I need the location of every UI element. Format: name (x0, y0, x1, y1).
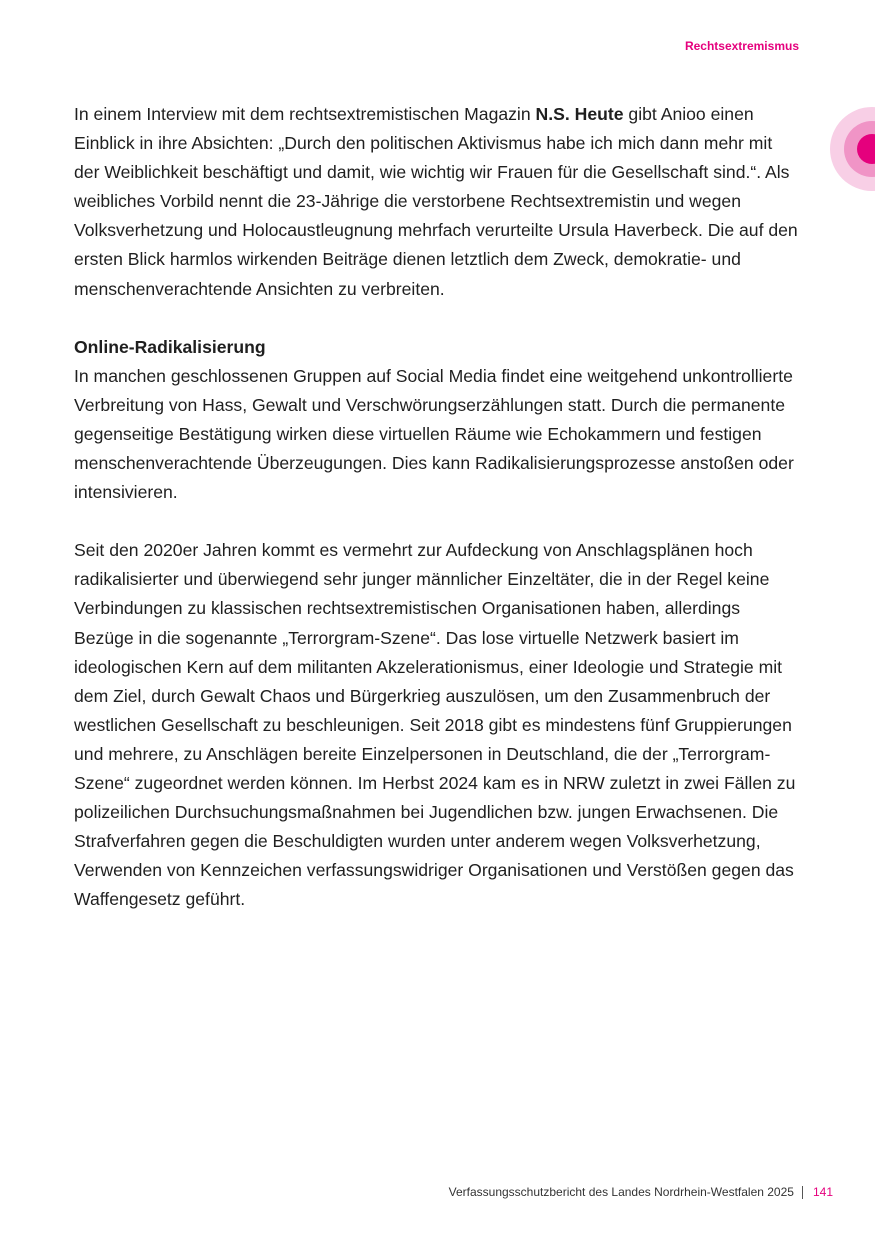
magazine-name: N.S. Heute (535, 104, 624, 124)
paragraph-intro-text: In einem Interview mit dem rechtsextremistischen Magazin (74, 104, 536, 124)
paragraph-intro (74, 100, 799, 304)
concentric-circles-icon (830, 107, 875, 191)
report-title: Verfassungsschutzbericht des Landes Nordrhein-Westfalen 2025 (448, 1185, 794, 1199)
paragraph-terrorgram: Seit den 2020er Jahren kommt es vermehrt zur Aufdeckung von Anschlagsplänen hoch radikalisierter und überwiegend sehr junger männlicher Einzeltäter, die in der Regel keine Verbindungen zu klassischen rechtsextremistischen Organisationen haben, allerdings Bezüge in die sogenannte „Terrorgram-Szene“. Das lose virtuelle Netzwerk basiert im ideologischen Kern auf dem militanten Akzelerationismus, einer Ideologie und Strategie mit dem Ziel, durch Gewalt Chaos und Bürgerkrieg auszulösen, um den Zusammenbruch der westlichen Gesellschaft zu beschleunigen. Seit 2018 gibt es mindestens fünf Gruppierungen und mehrere, zu Anschlägen bereite Einzelpersonen in Deutschland, die der „Terrorgram-Szene“ zugeordnet werden können. Im Herbst 2024 kam es in NRW zuletzt in zwei Fällen zu polizeilichen Durchsuchungsmaßnahmen bei Jugendlichen bzw. jungen Erwachsenen. Die Strafverfahren gegen die Beschuldigten wurden unter anderem wegen Volksverhetzung, Verwenden von Kennzeichen verfassungswidriger Organisationen und Verstößen gegen das Waffengesetz geführt. (74, 540, 796, 910)
footer-divider (802, 1186, 803, 1199)
paragraph-intro-text-rest: gibt Anioo einen Einblick in ihre Absichten: „Durch den politischen Aktivismus habe ich mich dann mehr mit der Weiblichkeit beschäftigt und damit, wie wichtig wir Frauen für die Gesellschaft sind.“. Als weibliches Vorbild nennt die 23-Jährige die verstorbene Rechtsextremistin und wegen Volksverhetzung und Holocaustleugnung mehrfach verurteilte Ursula Haverbeck. Die auf den ersten Blick harmlos wirkenden Beiträge dienen letztlich dem Zweck, demokratie- und menschenverachtende Ansichten zu verbreiten. (74, 104, 798, 299)
main-content (74, 100, 799, 914)
page-number: 141 (812, 1185, 833, 1199)
page-footer (449, 1185, 833, 1199)
section-heading: Online-Radikalisierung (74, 336, 266, 357)
section-title: Rechtsextremismus (684, 39, 799, 53)
paragraph-radicalization: In manchen geschlossenen Gruppen auf Social Media findet eine weitgehend unkontrollierte Verbreitung von Hass, Gewalt und Verschwörungserzählungen statt. Durch die permanente gegenseitige Bestätigung wirken diese virtuellen Räume wie Echokammern und festigen menschenverachtende Überzeugungen. Dies kann Radikalisierungsprozesse anstoßen oder intensivieren. (74, 365, 794, 503)
